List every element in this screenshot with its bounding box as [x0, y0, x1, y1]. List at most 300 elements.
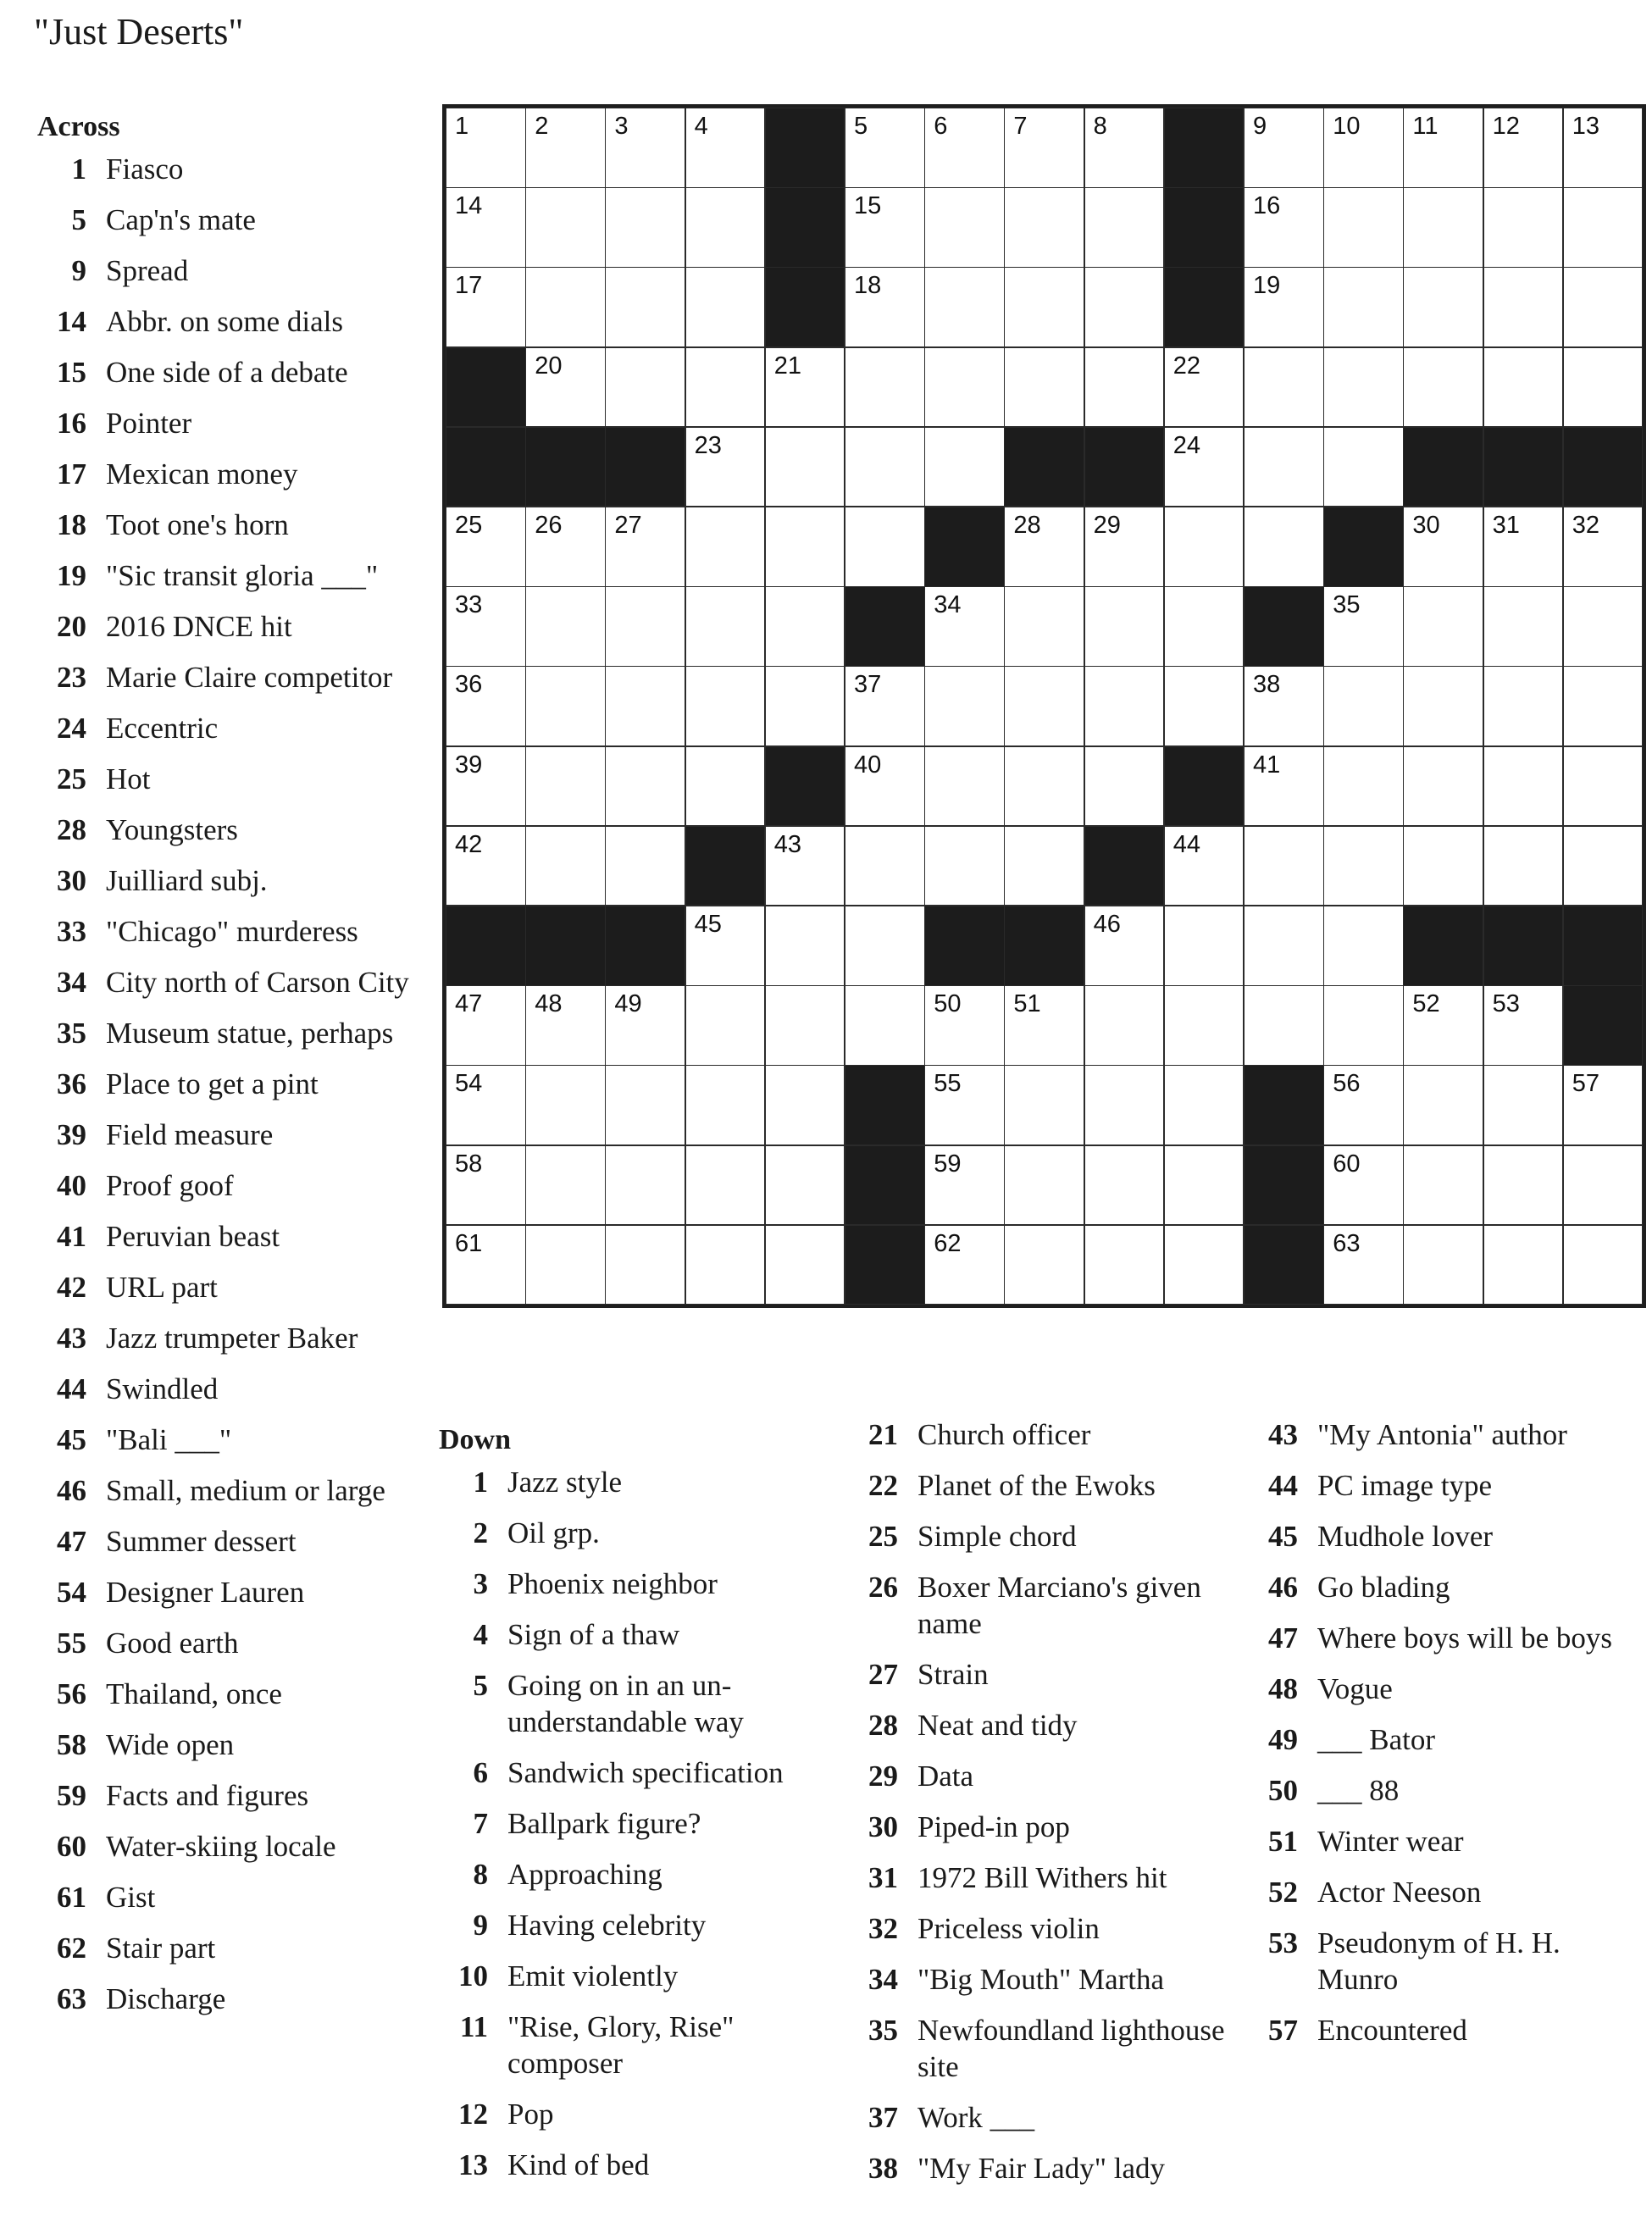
clue-text: Pop — [507, 2098, 554, 2131]
grid-cell[interactable] — [765, 906, 845, 986]
grid-cell[interactable] — [924, 347, 1005, 428]
clue-item — [37, 1269, 410, 1305]
grid-cell[interactable] — [525, 347, 606, 428]
grid-cell[interactable] — [1403, 746, 1483, 827]
grid-cell[interactable] — [1403, 108, 1483, 188]
clue-item — [439, 1856, 829, 1893]
black-square — [1084, 826, 1165, 906]
clue-number: 21 — [868, 1418, 898, 1451]
grid-cell[interactable] — [1403, 586, 1483, 667]
grid-cell[interactable] — [1164, 906, 1245, 986]
grid-cell[interactable] — [765, 427, 845, 507]
grid-cell[interactable] — [1323, 826, 1404, 906]
clue-text: Hot — [106, 762, 151, 795]
grid-cell[interactable] — [1004, 187, 1084, 268]
grid-cell[interactable] — [1084, 1145, 1165, 1226]
clue-text: Mexican money — [106, 457, 298, 491]
clue-number: 48 — [1268, 1672, 1298, 1705]
cell-number: 9 — [1253, 113, 1267, 140]
grid-cell[interactable] — [1403, 347, 1483, 428]
clue-item — [849, 1518, 1230, 1555]
grid-cell[interactable] — [685, 586, 766, 667]
grid-cell[interactable] — [1403, 1065, 1483, 1145]
grid-cell[interactable] — [1244, 906, 1324, 986]
grid-cell[interactable] — [1483, 1145, 1564, 1226]
grid-cell[interactable] — [1084, 586, 1165, 667]
grid-cell[interactable] — [845, 507, 925, 587]
grid-cell[interactable] — [1244, 347, 1324, 428]
grid-cell[interactable] — [1323, 187, 1404, 268]
grid-cell[interactable] — [1004, 985, 1084, 1066]
grid-cell[interactable] — [765, 586, 845, 667]
grid-cell[interactable] — [845, 746, 925, 827]
cell-number: 31 — [1492, 512, 1520, 539]
grid-cell[interactable] — [1084, 906, 1165, 986]
grid-cell[interactable] — [685, 347, 766, 428]
grid-cell[interactable] — [525, 1145, 606, 1226]
grid-cell[interactable] — [1483, 985, 1564, 1066]
clue-text: Jazz trumpeter Baker — [106, 1322, 358, 1355]
grid-cell[interactable] — [446, 666, 526, 746]
grid-cell[interactable] — [1323, 267, 1404, 347]
grid-cell[interactable] — [845, 347, 925, 428]
clue-number: 46 — [1268, 1571, 1298, 1604]
grid-cell[interactable] — [1483, 187, 1564, 268]
grid-cell[interactable] — [1084, 108, 1165, 188]
grid-cell[interactable] — [1164, 1065, 1245, 1145]
grid-cell[interactable] — [845, 826, 925, 906]
grid-cell[interactable] — [1323, 906, 1404, 986]
grid-cell[interactable] — [1403, 1145, 1483, 1226]
grid-cell[interactable] — [446, 1145, 526, 1226]
grid-cell[interactable] — [1164, 1145, 1245, 1226]
black-square — [1323, 507, 1404, 587]
grid-cell[interactable] — [1403, 985, 1483, 1066]
clue-number: 8 — [473, 1858, 488, 1891]
clue-text: Designer Lauren — [106, 1576, 305, 1609]
grid-cell[interactable] — [924, 427, 1005, 507]
clue-item — [439, 1616, 829, 1653]
grid-cell[interactable] — [1084, 666, 1165, 746]
grid-cell[interactable] — [1084, 1225, 1165, 1305]
grid-cell[interactable] — [605, 347, 685, 428]
grid-cell[interactable] — [525, 826, 606, 906]
clue-number: 37 — [868, 2101, 898, 2134]
grid-cell[interactable] — [1004, 507, 1084, 587]
grid-cell[interactable] — [1244, 108, 1324, 188]
grid-cell[interactable] — [924, 1065, 1005, 1145]
grid-cell[interactable] — [924, 267, 1005, 347]
grid-cell[interactable] — [1164, 985, 1245, 1066]
grid-cell[interactable] — [525, 187, 606, 268]
grid-cell[interactable] — [1323, 985, 1404, 1066]
grid-cell[interactable] — [1004, 666, 1084, 746]
grid-cell[interactable] — [845, 187, 925, 268]
grid-cell[interactable] — [685, 507, 766, 587]
grid-cell[interactable] — [845, 666, 925, 746]
grid-cell[interactable] — [924, 108, 1005, 188]
grid-cell[interactable] — [605, 1225, 685, 1305]
cell-number: 33 — [455, 591, 483, 619]
grid-cell[interactable] — [845, 427, 925, 507]
clue-number: 59 — [57, 1779, 86, 1812]
grid-cell[interactable] — [1164, 347, 1245, 428]
grid-cell[interactable] — [1004, 746, 1084, 827]
grid-cell[interactable] — [1483, 1225, 1564, 1305]
grid-cell[interactable] — [1244, 826, 1324, 906]
grid-cell[interactable] — [1084, 1065, 1165, 1145]
grid-cell[interactable] — [1563, 666, 1644, 746]
grid-cell[interactable] — [1164, 507, 1245, 587]
clue-number: 45 — [57, 1423, 86, 1456]
grid-cell[interactable] — [1164, 826, 1245, 906]
grid-cell[interactable] — [525, 1225, 606, 1305]
clue-number: 36 — [57, 1067, 86, 1100]
cell-number: 44 — [1172, 830, 1201, 858]
clue-text: Jazz style — [507, 1466, 623, 1499]
grid-cell[interactable] — [446, 985, 526, 1066]
clue-number: 49 — [1268, 1723, 1298, 1756]
grid-cell[interactable] — [685, 187, 766, 268]
clue-number: 2 — [473, 1516, 488, 1549]
grid-cell[interactable] — [605, 586, 685, 667]
grid-cell[interactable] — [765, 1065, 845, 1145]
grid-cell[interactable] — [1244, 985, 1324, 1066]
grid-cell[interactable] — [1563, 1145, 1644, 1226]
grid-cell[interactable] — [1323, 746, 1404, 827]
grid-cell[interactable] — [446, 187, 526, 268]
clue-item — [37, 1676, 410, 1712]
grid-cell[interactable] — [1004, 1225, 1084, 1305]
grid-cell[interactable] — [525, 267, 606, 347]
grid-cell[interactable] — [765, 347, 845, 428]
clue-item — [849, 1569, 1230, 1642]
grid-cell[interactable] — [1563, 826, 1644, 906]
grid-cell[interactable] — [1483, 347, 1564, 428]
clue-number: 42 — [57, 1271, 86, 1304]
clue-number: 28 — [868, 1709, 898, 1742]
clue-text: City north of Carson City — [106, 966, 409, 999]
grid-cell[interactable] — [1004, 1065, 1084, 1145]
clue-text: Ballpark figure? — [507, 1807, 701, 1840]
cell-number: 62 — [934, 1229, 962, 1257]
grid-cell[interactable] — [525, 1065, 606, 1145]
grid-cell[interactable] — [1403, 267, 1483, 347]
clue-text: Museum statue, perhaps — [106, 1017, 394, 1050]
black-square — [845, 1225, 925, 1305]
grid-cell[interactable] — [1483, 746, 1564, 827]
grid-cell[interactable] — [1323, 666, 1404, 746]
grid-cell[interactable] — [685, 1145, 766, 1226]
clue-number: 19 — [57, 559, 86, 592]
grid-cell[interactable] — [1483, 507, 1564, 587]
grid-cell[interactable] — [1563, 746, 1644, 827]
cell-number: 36 — [455, 671, 483, 699]
grid-cell[interactable] — [446, 1225, 526, 1305]
grid-cell[interactable] — [1323, 347, 1404, 428]
grid-cell[interactable] — [1004, 1145, 1084, 1226]
grid-cell[interactable] — [1563, 507, 1644, 587]
cell-number: 39 — [455, 751, 483, 779]
grid-cell[interactable] — [924, 666, 1005, 746]
clue-item — [37, 1218, 410, 1255]
grid-cell[interactable] — [1244, 507, 1324, 587]
grid-cell[interactable] — [1323, 108, 1404, 188]
black-square — [605, 906, 685, 986]
clue-number: 32 — [868, 1912, 898, 1945]
clue-number: 50 — [1268, 1774, 1298, 1807]
grid-cell[interactable] — [1403, 507, 1483, 587]
grid-cell[interactable] — [1483, 666, 1564, 746]
grid-cell[interactable] — [446, 507, 526, 587]
grid-cell[interactable] — [685, 666, 766, 746]
clue-text: "My Antonia" author — [1317, 1418, 1567, 1451]
grid-cell[interactable] — [1164, 427, 1245, 507]
clue-text: ___ 88 — [1317, 1774, 1400, 1807]
clue-text: Peruvian beast — [106, 1220, 280, 1253]
black-square — [924, 507, 1005, 587]
grid-cell[interactable] — [1244, 187, 1324, 268]
clue-text: Emit violently — [507, 1959, 679, 1993]
grid-cell[interactable] — [924, 586, 1005, 667]
clue-item — [849, 2012, 1230, 2085]
black-square — [1563, 906, 1644, 986]
clue-text: Facts and figures — [106, 1779, 309, 1812]
grid-cell[interactable] — [845, 985, 925, 1066]
grid-cell[interactable] — [765, 985, 845, 1066]
clue-number: 57 — [1268, 2014, 1298, 2047]
grid-cell[interactable] — [1563, 187, 1644, 268]
grid-cell[interactable] — [1323, 1145, 1404, 1226]
grid-cell[interactable] — [1164, 586, 1245, 667]
clue-item — [1249, 1671, 1647, 1707]
grid-cell[interactable] — [685, 427, 766, 507]
grid-cell[interactable] — [446, 1065, 526, 1145]
clue-number: 35 — [868, 2014, 898, 2047]
grid-cell[interactable] — [1164, 666, 1245, 746]
black-square — [1164, 267, 1245, 347]
grid-cell[interactable] — [525, 746, 606, 827]
clue-item — [37, 1371, 410, 1407]
grid-cell[interactable] — [765, 826, 845, 906]
black-square — [845, 1145, 925, 1226]
clue-number: 38 — [868, 2152, 898, 2185]
grid-cell[interactable] — [1563, 1065, 1644, 1145]
grid-cell[interactable] — [446, 267, 526, 347]
grid-cell[interactable] — [1244, 267, 1324, 347]
black-square — [525, 906, 606, 986]
grid-cell[interactable] — [1403, 187, 1483, 268]
clue-text: Youngsters — [106, 813, 238, 846]
grid-cell[interactable] — [1323, 1065, 1404, 1145]
grid-cell[interactable] — [446, 746, 526, 827]
grid-cell[interactable] — [1244, 427, 1324, 507]
cell-number: 8 — [1093, 113, 1107, 140]
grid-cell[interactable] — [685, 1065, 766, 1145]
grid-cell[interactable] — [924, 1145, 1005, 1226]
grid-cell[interactable] — [1323, 1225, 1404, 1305]
clue-item — [439, 1515, 829, 1551]
grid-cell[interactable] — [1323, 586, 1404, 667]
grid-cell[interactable] — [525, 985, 606, 1066]
cell-number: 59 — [934, 1150, 962, 1178]
cell-number: 3 — [614, 113, 629, 140]
grid-cell[interactable] — [1004, 826, 1084, 906]
grid-cell[interactable] — [525, 666, 606, 746]
clue-item — [439, 1805, 829, 1842]
cell-number: 37 — [854, 671, 882, 699]
clue-number: 22 — [868, 1469, 898, 1502]
clue-text: Strain — [917, 1658, 989, 1691]
grid-cell[interactable] — [525, 586, 606, 667]
grid-cell[interactable] — [1563, 267, 1644, 347]
clue-number: 33 — [57, 915, 86, 948]
grid-cell[interactable] — [1483, 1065, 1564, 1145]
grid-cell[interactable] — [605, 187, 685, 268]
clue-item — [37, 405, 410, 441]
grid-cell[interactable] — [765, 1225, 845, 1305]
clue-text: Winter wear — [1317, 1825, 1464, 1858]
grid-cell[interactable] — [1004, 108, 1084, 188]
grid-cell[interactable] — [605, 507, 685, 587]
grid-cell[interactable] — [525, 507, 606, 587]
grid-cell[interactable] — [1563, 586, 1644, 667]
clue-text: Eccentric — [106, 712, 219, 745]
grid-cell[interactable] — [1164, 1225, 1245, 1305]
grid-cell[interactable] — [685, 267, 766, 347]
clue-text: Oil grp. — [507, 1516, 600, 1549]
grid-cell[interactable] — [1403, 826, 1483, 906]
grid-cell[interactable] — [1084, 267, 1165, 347]
clue-text: Sandwich specification — [507, 1756, 784, 1789]
clue-item — [37, 151, 410, 187]
grid-cell[interactable] — [1403, 666, 1483, 746]
black-square — [924, 906, 1005, 986]
clue-number: 60 — [57, 1830, 86, 1863]
clue-number: 20 — [57, 610, 86, 643]
grid-cell[interactable] — [1483, 826, 1564, 906]
grid-cell[interactable] — [1244, 666, 1324, 746]
clue-text: Piped-in pop — [917, 1810, 1070, 1843]
clue-text: Spread — [106, 254, 189, 287]
clue-number: 44 — [1268, 1469, 1298, 1502]
grid-cell[interactable] — [845, 906, 925, 986]
grid-cell[interactable] — [1084, 347, 1165, 428]
clue-number: 34 — [868, 1963, 898, 1996]
grid-cell[interactable] — [924, 187, 1005, 268]
grid-cell[interactable] — [1004, 586, 1084, 667]
clue-text: "Big Mouth" Martha — [917, 1963, 1165, 1996]
cell-number: 40 — [854, 751, 882, 779]
grid-cell[interactable] — [1483, 108, 1564, 188]
grid-cell[interactable] — [1323, 427, 1404, 507]
grid-cell[interactable] — [1244, 746, 1324, 827]
clue-item — [1249, 1569, 1647, 1605]
grid-cell[interactable] — [924, 1225, 1005, 1305]
grid-cell[interactable] — [765, 666, 845, 746]
grid-cell[interactable] — [605, 666, 685, 746]
grid-cell[interactable] — [1563, 108, 1644, 188]
grid-cell[interactable] — [1403, 1225, 1483, 1305]
grid-cell[interactable] — [446, 586, 526, 667]
grid-cell[interactable] — [924, 746, 1005, 827]
clue-item — [37, 557, 410, 594]
grid-cell[interactable] — [1563, 1225, 1644, 1305]
grid-cell[interactable] — [605, 1065, 685, 1145]
clue-item — [1249, 2012, 1647, 2048]
grid-cell[interactable] — [605, 746, 685, 827]
grid-cell[interactable] — [765, 507, 845, 587]
grid-cell[interactable] — [446, 826, 526, 906]
clue-item — [37, 710, 410, 746]
grid-cell[interactable] — [1084, 746, 1165, 827]
grid-cell[interactable] — [1563, 347, 1644, 428]
black-square — [1164, 108, 1245, 188]
clue-item — [37, 1015, 410, 1051]
grid-cell[interactable] — [1004, 267, 1084, 347]
cell-number: 35 — [1333, 591, 1361, 619]
grid-cell[interactable] — [845, 267, 925, 347]
grid-cell[interactable] — [605, 1145, 685, 1226]
clue-number: 14 — [57, 305, 86, 338]
cell-number: 12 — [1492, 113, 1520, 140]
grid-cell[interactable] — [1483, 267, 1564, 347]
clue-text: Neat and tidy — [917, 1709, 1078, 1742]
grid-cell[interactable] — [525, 108, 606, 188]
grid-cell[interactable] — [1084, 985, 1165, 1066]
grid-cell[interactable] — [685, 985, 766, 1066]
grid-cell[interactable] — [1084, 507, 1165, 587]
grid-cell[interactable] — [765, 1145, 845, 1226]
grid-cell[interactable] — [605, 108, 685, 188]
grid-cell[interactable] — [1084, 187, 1165, 268]
clue-item — [439, 2009, 829, 2081]
black-square — [765, 746, 845, 827]
grid-cell[interactable] — [1004, 347, 1084, 428]
clue-item — [37, 1472, 410, 1509]
grid-cell[interactable] — [685, 108, 766, 188]
clue-item — [37, 252, 410, 289]
clue-item — [37, 913, 410, 950]
grid-cell[interactable] — [446, 108, 526, 188]
grid-cell[interactable] — [1483, 586, 1564, 667]
grid-cell[interactable] — [605, 985, 685, 1066]
clue-item — [849, 1809, 1230, 1845]
clue-item — [849, 1416, 1230, 1453]
clue-number: 23 — [57, 661, 86, 694]
clue-item — [37, 1167, 410, 1204]
grid-cell[interactable] — [924, 985, 1005, 1066]
clue-item — [439, 2147, 829, 2183]
grid-cell[interactable] — [605, 267, 685, 347]
clue-item — [37, 1726, 410, 1763]
grid-cell[interactable] — [605, 826, 685, 906]
grid-cell[interactable] — [685, 906, 766, 986]
grid-cell[interactable] — [924, 826, 1005, 906]
clue-item — [37, 761, 410, 797]
clue-number: 15 — [57, 356, 86, 389]
grid-cell[interactable] — [685, 1225, 766, 1305]
clue-item — [37, 862, 410, 899]
grid-cell[interactable] — [685, 746, 766, 827]
grid-cell[interactable] — [845, 108, 925, 188]
black-square — [525, 427, 606, 507]
cell-number: 45 — [694, 911, 722, 938]
clue-text: Stair part — [106, 1932, 216, 1965]
clue-text: Data — [917, 1760, 974, 1793]
cell-number: 22 — [1172, 352, 1201, 380]
cell-number: 11 — [1412, 113, 1439, 140]
